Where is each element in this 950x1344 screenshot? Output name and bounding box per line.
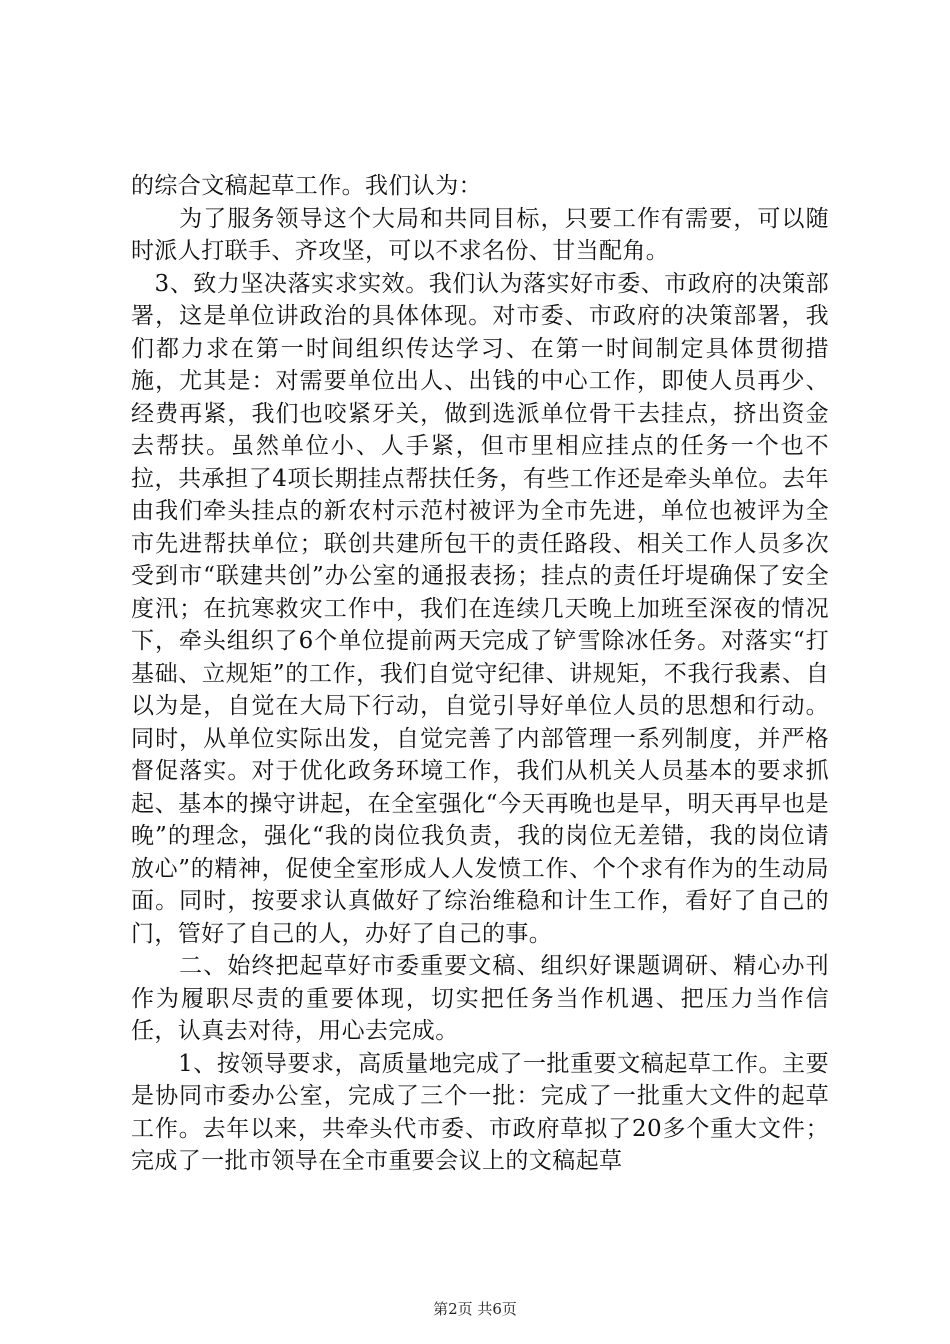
paragraph-5: 1、按领导要求，高质量地完成了一批重要文稿起草工作。主要是协同市委办公室，完成了三个一批：完成了一批重大文件的起草工作。去年以来，共牵头代市委、市政府草拟了20多个重大文件；完成了一批市领导在全市重要会议上的文稿起草 [131, 1050, 829, 1174]
paragraph-4: 二、始终把起草好市委重要文稿、组织好课题调研、精心办刊作为履职尽责的重要体现，切实把任务当作机遇、把压力当作信任，认真去对待，用心去完成。 [131, 953, 829, 1044]
document-body [131, 170, 829, 1178]
paragraph-3: 3、致力坚决落实求实效。我们认为落实好市委、市政府的决策部署，这是单位讲政治的具体体现。对市委、市政府的决策部署，我们都力求在第一时间组织传达学习、在第一时间制定具体贯彻措施，尤其是：对需要单位出人、出钱的中心工作，即使人员再少、经费再紧，我们也咬紧牙关，做到选派单位骨干去挂点，挤出资金去帮扶。虽然单位小、人手紧，但市里相应挂点的任务一个也不拉，共承担了4项长期挂点帮扶任务，有些工作还是牵头单位。去年由我们牵头挂点的新农村示范村被评为全市先进，单位也被评为全市先进帮扶单位；联创共建所包干的责任路段、相关工作人员多次受到市“联建共创”办公室的通报表扬；挂点的责任圩堤确保了安全度汛；在抗寒救灾工作中，我们在连续几天晚上加班至深夜的情况下，牵头组织了6个单位提前两天完成了铲雪除冰任务。对落实“打基础、立规矩”的工作，我们自觉守纪律、讲规矩，不我行我素、自以为是，自觉在大局下行动，自觉引导好单位人员的思想和行动。同时，从单位实际出发，自觉完善了内部管理一系列制度，并严格督促落实。对于优化政务环境工作，我们从机关人员基本的要求抓起、基本的操守讲起，在全室强化“今天再晚也是早，明天再早也是晚”的理念，强化“我的岗位我负责，我的岗位无差错，我的岗位请放心”的精神，促使全室形成人人发愤工作、个个求有作为的生动局面。同时，按要求认真做好了综治维稳和计生工作，看好了自己的门，管好了自己的人，办好了自己的事。 [131, 270, 829, 947]
paragraph-1: 的综合文稿起草工作。我们认为： [131, 173, 482, 199]
page-footer: 第2页 共6页 [433, 1300, 517, 1318]
paragraph-2: 为了服务领导这个大局和共同目标，只要工作有需要，可以随时派人打联手、齐攻坚，可以不求名份、甘当配角。 [131, 205, 829, 264]
